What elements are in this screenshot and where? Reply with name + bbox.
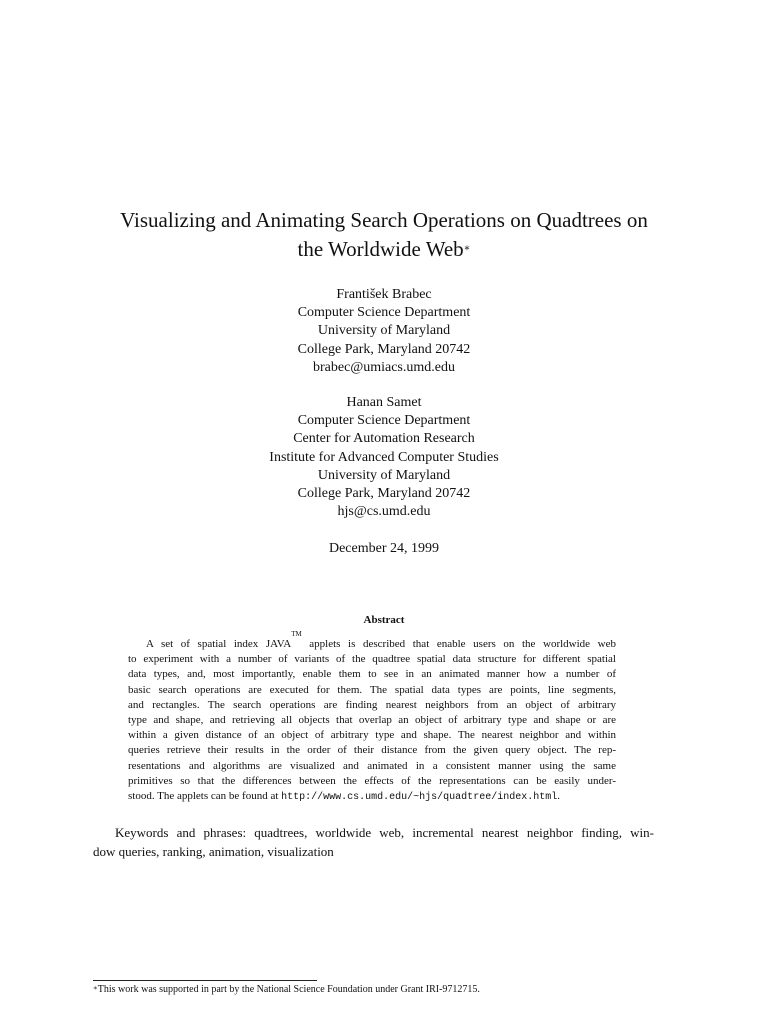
footnote: [93, 983, 693, 996]
author-institute: Institute for Advanced Computer Studies: [269, 449, 499, 465]
title-line-2: [60, 235, 708, 264]
footnote-mark: ∗: [93, 984, 98, 992]
abstract-body: [128, 630, 616, 805]
author-email: hjs@cs.umd.edu: [337, 504, 431, 520]
keywords-paragraph: [93, 823, 654, 861]
abstract-line: primitives so that the differences between the effects of the representations can be easily under-: [128, 774, 616, 787]
keywords-line-2: dow queries, ranking, animation, visualization: [93, 844, 334, 859]
author-email: brabec@umiacs.umd.edu: [313, 359, 455, 375]
paper-date: December 24, 1999: [328, 541, 440, 556]
author-university: University of Maryland: [317, 323, 451, 339]
applet-url-link[interactable]: http://www.cs.umd.edu/~hjs/quadtree/index.html: [281, 792, 558, 804]
abstract-line: [128, 789, 616, 805]
title-line-2-text: the Worldwide Web: [297, 237, 464, 261]
author-block-samet: [84, 394, 684, 521]
author-department: Computer Science Department: [297, 305, 471, 321]
abstract-line: [128, 630, 616, 652]
keywords-line-1: Keywords and phrases: quadtrees, worldwide web, incremental nearest neighbor finding, win-: [115, 825, 654, 840]
author-department: Computer Science Department: [297, 413, 471, 429]
footnote-rule: [93, 980, 317, 981]
trademark-sup: TM: [291, 630, 302, 638]
abstract-line: basic search operations are executed for them. The spatial data types are points, line segments,: [128, 683, 616, 696]
title-line-1: Visualizing and Animating Search Operations on Quadtrees on: [120, 208, 648, 232]
abstract-line-1-post: applets is described that enable users on the worldwide web: [301, 638, 616, 650]
author-address: College Park, Maryland 20742: [297, 486, 471, 502]
author-block-brabec: [84, 286, 684, 377]
abstract-line: and rectangles. The search operations are finding nearest neighbors from an object of arbitrary: [128, 698, 616, 711]
abstract-line: resentations and algorithms are visualized and animated in a consistent manner using the same: [128, 759, 616, 772]
author-university: University of Maryland: [317, 467, 451, 483]
abstract-line: queries retrieve their results in the order of their distance from the given query object. The rep-: [128, 744, 616, 757]
author-address: College Park, Maryland 20742: [297, 341, 471, 357]
abstract-line: type and shape, and retrieving all objects that overlap an object of arbitrary type and shape or are: [128, 714, 616, 727]
author-name: Hanan Samet: [346, 395, 422, 410]
title-footnote-mark: ∗: [463, 243, 471, 254]
paper-title: [60, 206, 708, 264]
abstract-line: within a given distance of an object of arbitrary type and shape. The nearest neighbor and within: [128, 729, 616, 742]
abstract-line: data types, and, most importantly, enable them to see in an animated manner how a number of: [128, 668, 616, 681]
footnote-text: This work was supported in part by the National Science Foundation under Grant IRI-9712715.: [97, 984, 480, 995]
author-name: František Brabec: [336, 287, 432, 302]
abstract-last-line-post: .: [557, 790, 560, 803]
abstract-last-line-pre: stood. The applets can be found at: [128, 790, 282, 803]
abstract-line-1-pre: A set of spatial index JAVA: [146, 638, 292, 650]
author-center: Center for Automation Research: [293, 431, 475, 447]
abstract-line: to experiment with a number of variants of the quadtree spatial data structure for different spatial: [128, 653, 616, 666]
abstract-heading: Abstract: [363, 614, 405, 626]
